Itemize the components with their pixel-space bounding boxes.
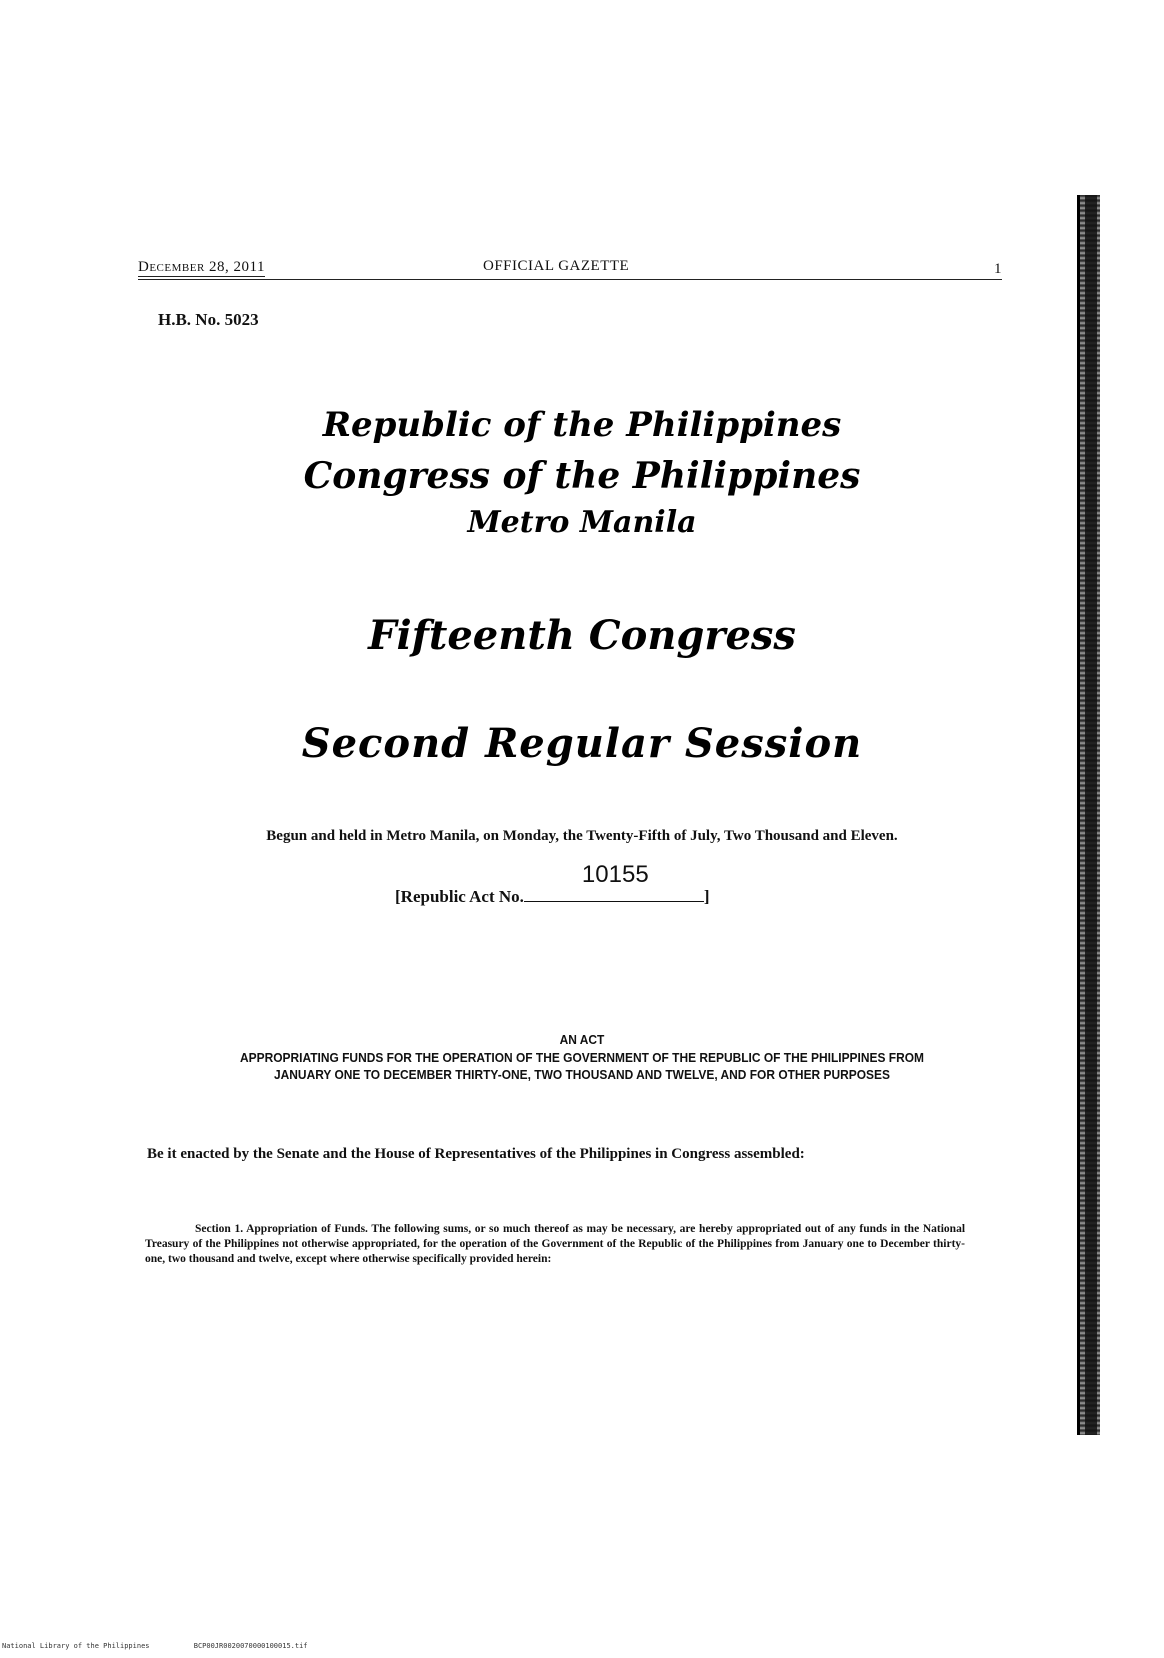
publication-title: OFFICIAL GAZETTE [483, 258, 630, 274]
republic-act-blank [524, 861, 704, 902]
footer-library: National Library of the Philippines [2, 1642, 150, 1650]
section-1 [145, 1222, 965, 1267]
republic-act-line [395, 861, 710, 907]
republic-act-label: [Republic Act No. [395, 887, 524, 906]
begun-statement: Begun and held in Metro Manila, on Monday, the Twenty-Fifth of July, Two Thousand and Eleven. [266, 828, 898, 844]
heading-congress: Congress of the Philippines [303, 455, 861, 497]
scan-edge-dark [1085, 195, 1097, 1435]
enacting-clause: Be it enacted by the Senate and the House of Representatives of the Philippines in Congress assembled: [147, 1146, 805, 1162]
footer-file-code: BCP00JR0020070000100015.tif [193, 1642, 308, 1650]
issue-date: December 28, 2011 [138, 259, 265, 275]
gazette-header [138, 255, 1002, 280]
heading-republic: Republic of the Philippines [322, 405, 842, 445]
scan-footer [2, 1642, 308, 1650]
page-number: 1 [994, 261, 1002, 277]
act-title-line1: AN ACT [559, 1032, 605, 1047]
act-title-line2: APPROPRIATING FUNDS FOR THE OPERATION OF THE GOVERNMENT OF THE REPUBLIC OF THE PHILIPPINES FROM [240, 1050, 924, 1065]
section-1-body: The following sums, or so much thereof as may be necessary, are hereby appropriated out of any funds in the National Treasury of the Philippines not otherwise appropriated, for the operation of the Government of the Republic of the Philippines from January one to December thirty-one, two thousand and twelve, except where otherwise specifically provided herein: [145, 1223, 966, 1265]
act-title-line3: JANUARY ONE TO DECEMBER THIRTY-ONE, TWO THOUSAND AND TWELVE, AND FOR OTHER PURPOSES [274, 1067, 890, 1082]
heading-city: Metro Manila [467, 505, 697, 540]
heading-congress-number: Fifteenth Congress [368, 612, 796, 659]
bill-number: H.B. No. 5023 [158, 310, 259, 329]
republic-act-number: 10155 [581, 861, 649, 888]
section-1-heading: Section 1. Appropriation of Funds. [195, 1223, 368, 1235]
republic-act-close: ] [703, 887, 710, 906]
heading-session: Second Regular Session [301, 720, 863, 767]
